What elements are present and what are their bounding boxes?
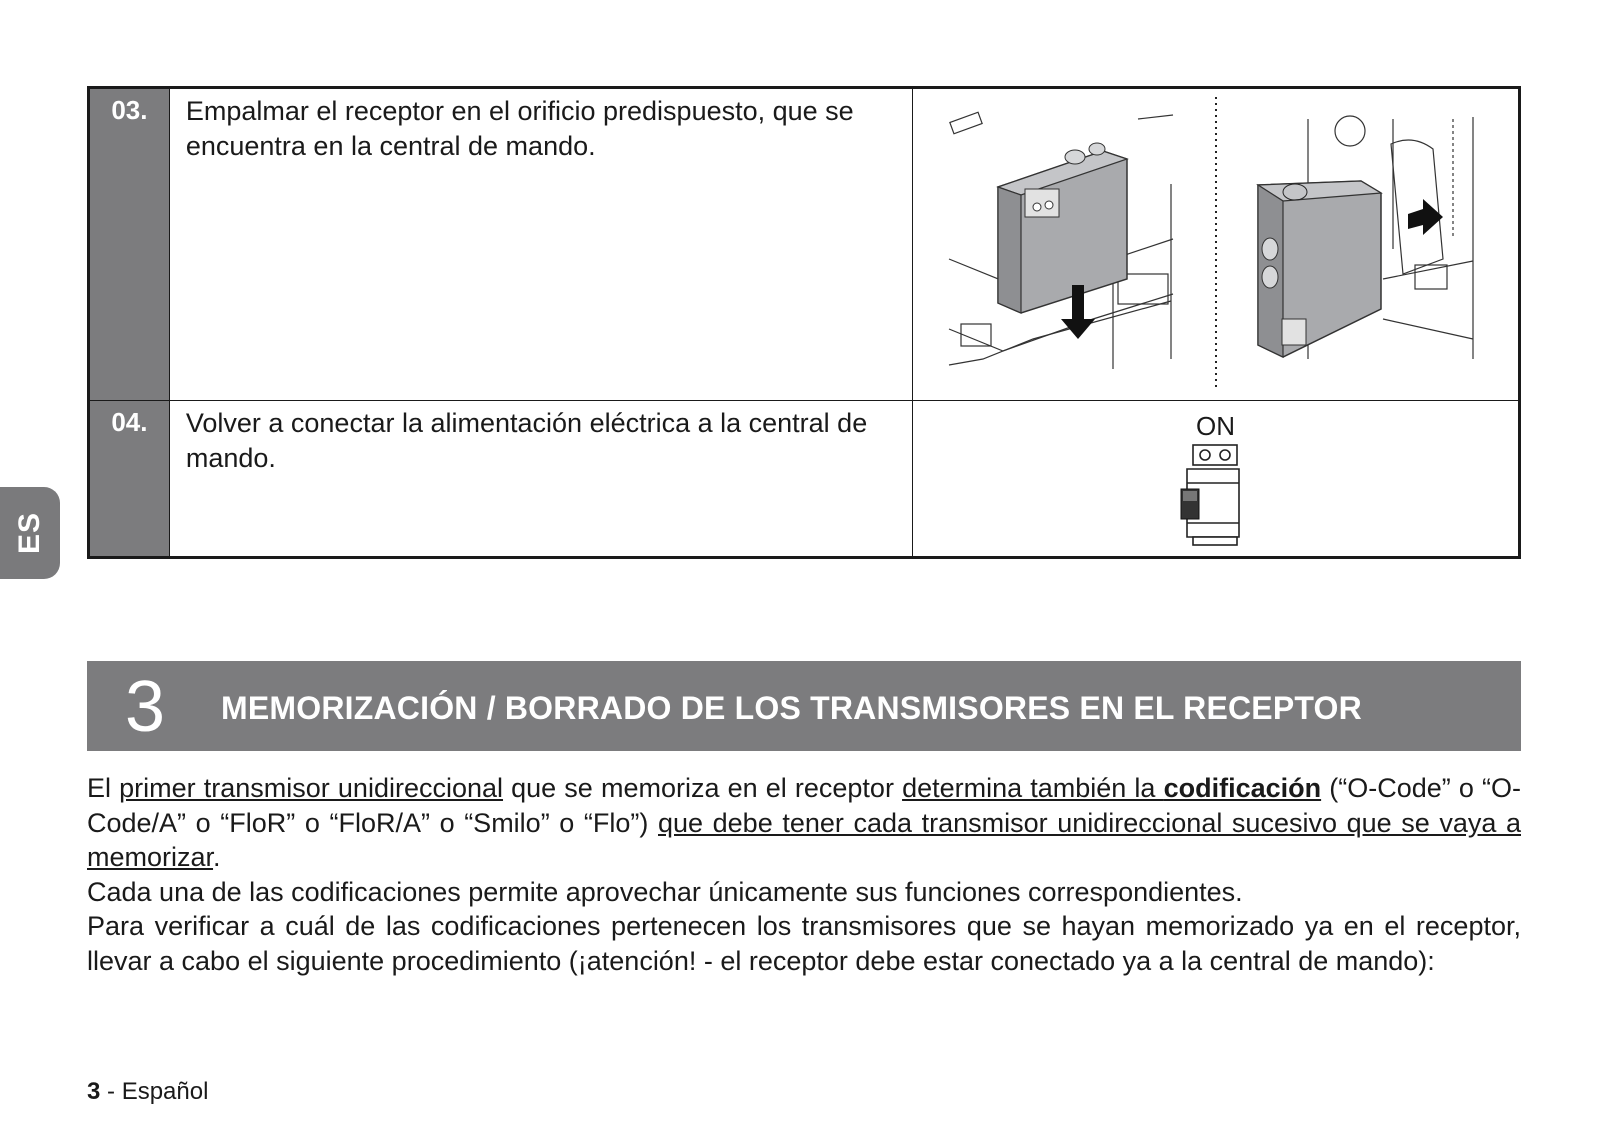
paragraph-text: .	[213, 842, 221, 872]
underlined-text: primer transmisor unidireccional	[119, 773, 504, 803]
receiver-insertion-illustration	[913, 88, 1520, 401]
paragraph-text: (“O-Code” o “O-Code/A” o “FloR” o “FloR/A” o “Smilo” o “Flo”)	[87, 773, 1521, 838]
underlined-text	[902, 773, 1321, 803]
language-tab-label: ES	[13, 511, 46, 555]
section-number: 3	[125, 667, 166, 747]
underlined-text: que debe tener cada transmisor unidireccional sucesivo que se vaya a memorizar	[87, 807, 1521, 872]
paragraph: Para verificar a cuál de las codificaciones pertenecen los transmisores que se hayan memorizado ya en el receptor, llevar a cabo el siguiente procedimiento (¡atención! - el receptor debe estar conectado ya a la central de mando):	[87, 911, 1521, 976]
paragraph-text: que se memoriza en el receptor	[503, 773, 903, 803]
circuit-breaker-illustration	[913, 401, 1520, 558]
paragraph-text: El	[87, 773, 120, 803]
paragraph: Cada una de las codificaciones permite aprovechar únicamente sus funciones correspondientes.	[87, 876, 1243, 907]
footer-language: Español	[121, 1078, 209, 1105]
receiver-insertion-drawing	[913, 89, 1518, 395]
step-text: Empalmar el receptor en el orificio predispuesto, que se encuentra en la central de mando.	[169, 88, 912, 401]
bold-term: codificación	[1163, 773, 1322, 803]
step-number: 03.	[89, 88, 170, 401]
page-footer	[87, 1078, 208, 1106]
section-body	[87, 771, 1521, 978]
circuit-breaker-icon	[1179, 443, 1249, 547]
step-number: 04.	[89, 401, 170, 558]
section-title: MEMORIZACIÓN / BORRADO DE LOS TRANSMISORES EN EL RECEPTOR	[221, 690, 1362, 726]
steps-table	[87, 86, 1521, 559]
step-text: Volver a conectar la alimentación eléctrica a la central de mando.	[169, 401, 912, 558]
table-row	[89, 401, 1520, 558]
paragraph	[87, 771, 1521, 875]
section-header	[87, 661, 1521, 751]
page-number: 3	[87, 1078, 101, 1105]
underlined-text-part: determina también la	[902, 773, 1164, 803]
footer-separator: -	[100, 1078, 122, 1105]
language-tab	[0, 487, 60, 579]
table-row	[89, 88, 1520, 401]
on-label: ON	[1196, 411, 1235, 441]
